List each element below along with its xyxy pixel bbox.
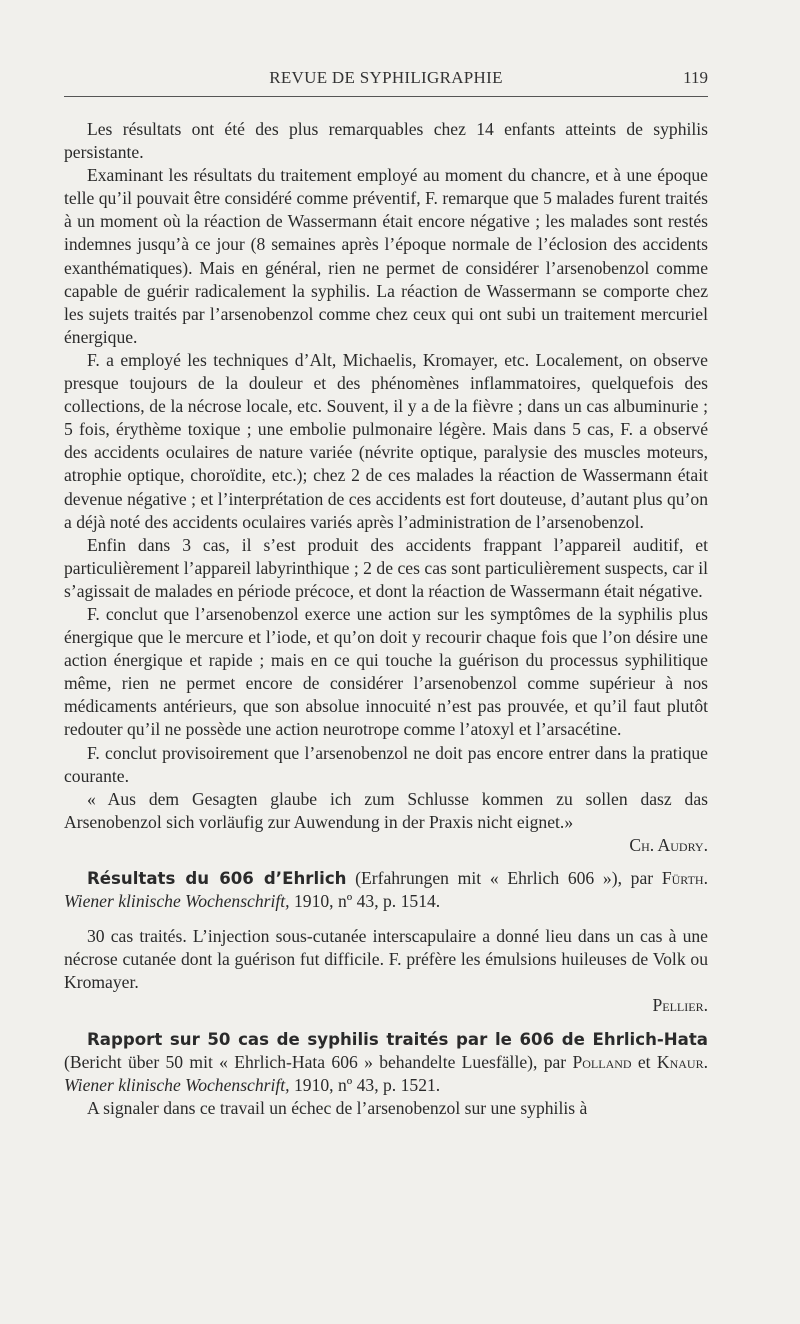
paragraph-3: F. a employé les techniques d’Alt, Michaelis, Kromayer, etc. Localement, on observe presque toujours de la douleur et des phénomènes inflammatoires, quelquefois des collections, de la nécrose locale, etc. Souvent, il y a de la fièvre ; dans un cas albuminurie ; 5 fois, érythème toxique ; une embolie pulmonaire légère. Mais dans 5 cas, F. a observé des accidents oculaires de nature variée (névrite optique, paralysie des muscles moteurs, atrophie optique, choroïdite, etc.); chez 2 de ces malades la réaction de Wassermann était devenue négative ; et l’interprétation de ces accidents est fort douteuse, d’autant plus qu’on a déjà noté des accidents oculaires variés après l’administration de l’arsenobenzol.	[64, 349, 708, 532]
article-3-author-1: Polland	[572, 1051, 632, 1072]
paragraph-1: Les résultats ont été des plus remarquables chez 14 enfants atteints de syphilis persistante.	[64, 119, 708, 163]
signature-pellier-text: Pellier.	[652, 995, 708, 1016]
signature-pellier	[64, 994, 708, 1017]
article-2-title: Résultats du 606 d’Ehrlich	[87, 869, 347, 888]
article-3-heading	[64, 1028, 708, 1097]
article-2-text: 30 cas traités. L’injection sous-cutanée interscapulaire a donné lieu dans un cas à une nécrose cutanée dont la guérison fut difficile. F. préfère les émulsions huileuses de Volk ou Kromayer.	[64, 926, 708, 993]
paragraph-4: Enfin dans 3 cas, il s’est produit des accidents frappant l’appareil auditif, et particulièrement l’appareil labyrinthique ; 2 de ces cas sont particulièrement suspects, car il s’agissait de malades en période précoce, et dont la réaction de Wassermann était négative.	[64, 534, 708, 601]
page-number: 119	[683, 68, 708, 87]
article-3-author-2: Knaur	[656, 1051, 704, 1072]
article-2-author: Fürth	[661, 868, 704, 888]
paragraph-5: F. conclut que l’arsenobenzol exerce une action sur les symptômes de la syphilis plus énergique que le mercure et l’iode, et qu’on doit y recourir chaque fois que l’on désire une action énergique et rapide ; mais en ce qui touche la guérison du processus syphilitique même, rien ne permet encore de considérer l’arsenobenzol comme supérieur à nos médicaments antérieurs, que son absolue innocuité n’est pas prouvée, et qu’il faut plutôt redouter qu’il ne possède une action neurotrope comme l’atoxyl et l’arsacétine.	[64, 603, 708, 740]
paragraph-2: Examinant les résultats du traitement employé au moment du chancre, et à une époque telle qu’il pouvait être considéré comme préventif, F. remarque que 5 malades furent traités à un moment où la réaction de Wassermann était encore négative ; les malades sont restés indemnes jusqu’à ce jour (8 semaines après l’époque normale de l’éclosion des accidents exanthématiques). Mais en général, rien ne permet de considérer l’arsenobenzol comme capable de guérir radicalement la syphilis. La réaction de Wassermann se comporte chez les sujets traités par l’arsenobenzol comme chez ceux qui ont subi un traitement mercuriel énergique.	[64, 165, 708, 347]
paragraph-6: F. conclut provisoirement que l’arsenobenzol ne doit pas encore entrer dans la pratique courante.	[64, 742, 708, 786]
page-body	[64, 118, 708, 1120]
article-3-title: Rapport sur 50 cas de syphilis traités par le 606 de Ehrlich-Hata	[87, 1029, 708, 1049]
article-3-subtitle: (Bericht über 50 mit « Ehrlich-Hata 606 » behandelte Luesfälle), par	[64, 1051, 573, 1072]
signature-audry	[64, 834, 708, 857]
article-3-sep: .	[703, 1051, 708, 1072]
article-3-and: et	[631, 1051, 657, 1072]
signature-audry-text: Ch. Audry.	[629, 834, 708, 855]
article-2-journal: Wiener klinische Wochenschrift,	[64, 891, 290, 912]
article-3-journal: Wiener klinische Wochenschrift,	[64, 1074, 290, 1095]
article-2-heading	[64, 867, 708, 913]
german-quote: « Aus dem Gesagten glaube ich zum Schlusse kommen zu sollen dasz das Arsenobenzol sich vorläufig zur Auwendung in der Praxis nicht eignet.»	[64, 788, 708, 832]
article-3-text: A signaler dans ce travail un échec de l’arsenobenzol sur une syphilis à	[87, 1097, 588, 1118]
running-title: REVUE DE SYPHILIGRAPHIE	[269, 68, 503, 87]
article-3-ref: 1910, nº 43, p. 1521.	[289, 1074, 441, 1095]
article-2-subtitle: (Erfahrungen mit « Ehrlich 606 »), par	[346, 868, 662, 888]
article-2-ref: 1910, nº 43, p. 1514.	[289, 891, 441, 912]
article-2-sep: .	[703, 868, 708, 888]
running-header	[64, 68, 708, 97]
